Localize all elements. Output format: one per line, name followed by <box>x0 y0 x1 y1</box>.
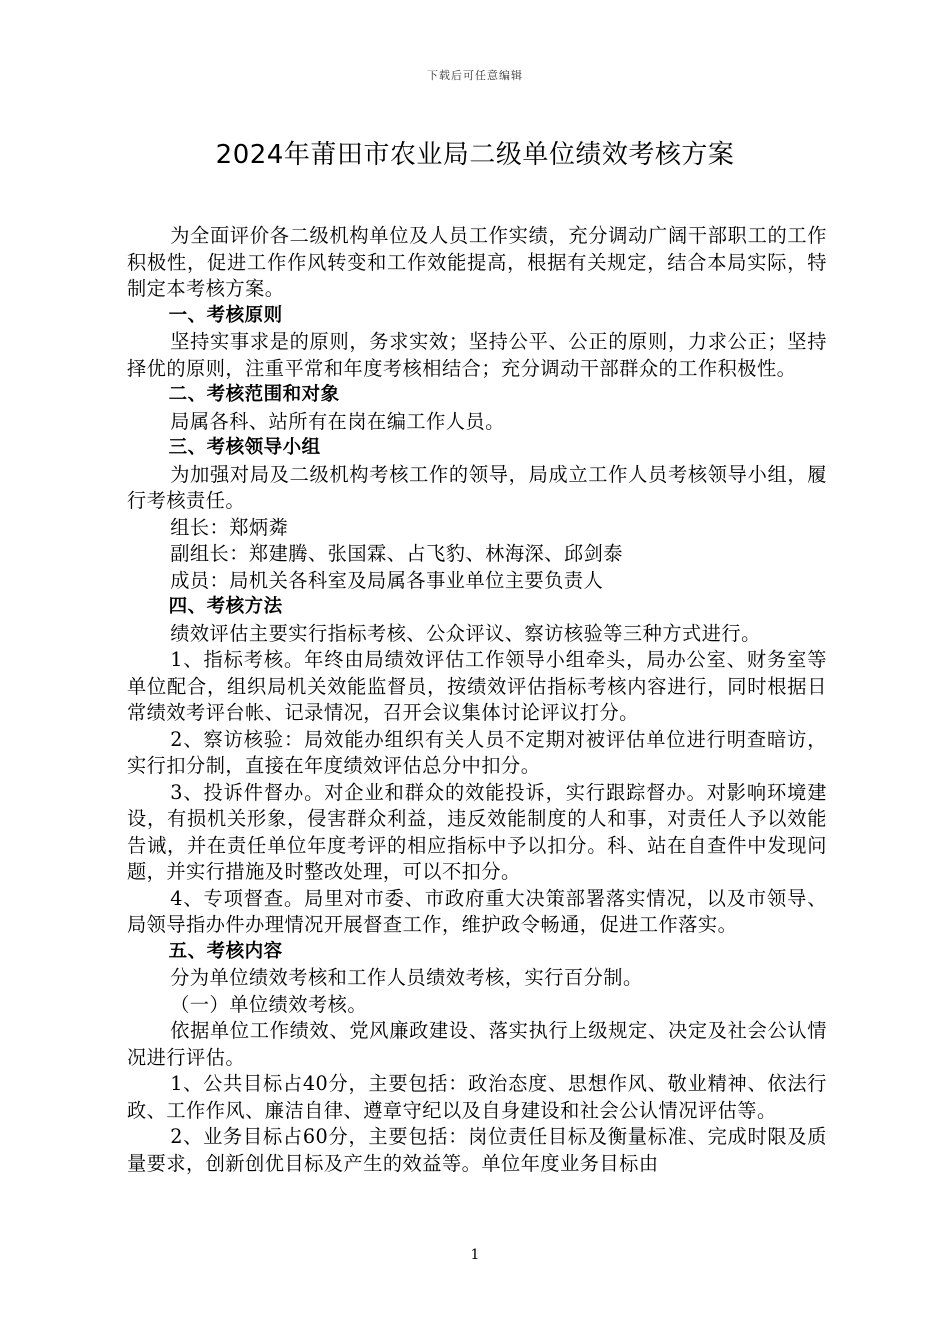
header-note: 下载后可任意编辑 <box>427 69 523 82</box>
body-paragraph: 3、投诉件督办。对企业和群众的效能投诉，实行跟踪督办。对影响环境建设，有损机关形象，侵害群众利益，违反效能制度的人和事，对责任人予以效能告诫，并在责任单位年度考评的相应指标中予以扣分。科、站在自查件中发现问题，并实行措施及时整改处理，可以不扣分。 <box>127 780 827 883</box>
body-paragraph: 2、察访核验：局效能办组织有关人员不定期对被评估单位进行明查暗访，实行扣分制，直接在年度绩效评估总分中扣分。 <box>127 727 827 777</box>
section-heading: 四、考核方法 <box>168 596 283 617</box>
body-paragraph: 1、指标考核。年终由局绩效评估工作领导小组牵头，局办公室、财务室等单位配合，组织局机关效能监督员，按绩效评估指标考核内容进行，同时根据日常绩效考评台帐、记录情况，召开会议集体讨论评议打分。 <box>127 648 827 724</box>
body-paragraph: 坚持实事求是的原则，务求实效；坚持公平、公正的原则，力求公正；坚持择优的原则，注重平常和年度考核相结合；充分调动干部群众的工作积极性。 <box>127 330 827 380</box>
body-paragraph: 局属各科、站所有在岗在编工作人员。 <box>170 409 505 433</box>
body-paragraph: 分为单位绩效考核和工作人员绩效考核，实行百分制。 <box>170 966 643 989</box>
body-paragraph: 成员：局机关各科室及局属各事业单位主要负责人 <box>170 568 604 592</box>
section-heading: 三、考核领导小组 <box>168 437 321 458</box>
document-title: 2024年莆田市农业局二级单位绩效考核方案 <box>215 140 735 170</box>
body-paragraph: 1、公共目标占40分，主要包括：政治态度、思想作风、敬业精神、依法行政、工作作风、廉洁自律、遵章守纪以及自身建设和社会公认情况评估等。 <box>127 1072 827 1122</box>
body-paragraph: 2、业务目标占60分，主要包括：岗位责任目标及衡量标准、完成时限及质量要求，创新创优目标及产生的效益等。单位年度业务目标由 <box>127 1125 827 1175</box>
body-paragraph: 绩效评估主要实行指标考核、公众评议、察访核验等三种方式进行。 <box>170 621 761 645</box>
section-heading: 一、考核原则 <box>168 304 283 326</box>
body-paragraph: 依据单位工作绩效、党风廉政建设、落实执行上级规定、决定及社会公认情况进行评估。 <box>127 1019 827 1069</box>
body-paragraph: 组长：郑炳粦 <box>170 515 289 539</box>
body-paragraph: 副组长：郑建腾、张国霖、占飞豹、林海深、邱剑泰 <box>170 542 623 565</box>
document-body <box>127 223 827 1177</box>
section-heading: 二、考核范围和对象 <box>168 384 340 405</box>
body-paragraph: 4、专项督查。局里对市委、市政府重大决策部署落实情况，以及市领导、局领导指办件办理情况开展督查工作，维护政令畅通，促进工作落实。 <box>127 886 827 936</box>
body-paragraph: 为加强对局及二级机构考核工作的领导，局成立工作人员考核领导小组，履行考核责任。 <box>127 462 827 512</box>
section-heading: 五、考核内容 <box>168 940 283 962</box>
intro-paragraph: 为全面评价各二级机构单位及人员工作实绩，充分调动广阔干部职工的工作积极性，促进工作作风转变和工作效能提高，根据有关规定，结合本局实际，特制定本考核方案。 <box>127 224 827 300</box>
body-paragraph: （一）单位绩效考核。 <box>170 992 368 1016</box>
page-number: 1 <box>470 1247 480 1263</box>
